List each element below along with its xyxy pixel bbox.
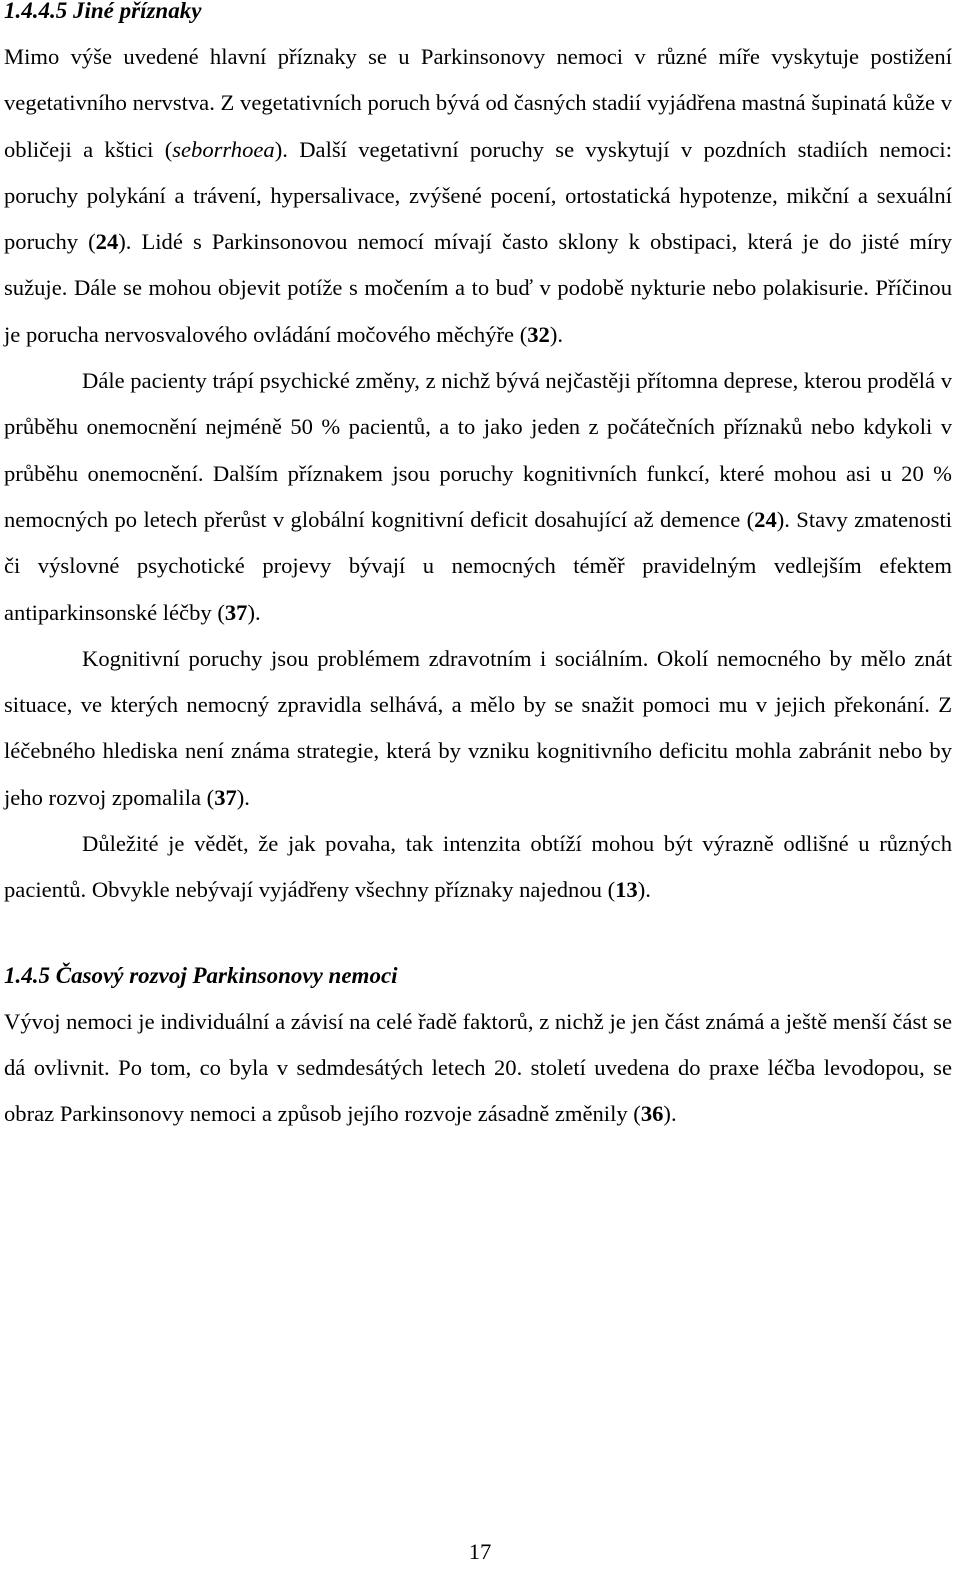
paragraph-text: Důležité je vědět, že jak povaha, tak intenzita obtíží mohou být výrazně odlišné u různých pacientů. Obvykle nebývají vyjádřeny všechny příznaky najednou ( — [4, 831, 952, 903]
document-page — [4, 0, 952, 1138]
citation-reference: 36 — [640, 1101, 664, 1127]
paragraph-text: ). Další vegetativní poruchy se vyskytují v pozdních stadiích nemoci: poruchy polykání a trávení, hypersalivace, zvýšené pocení, ortostatická hypotenze, mikční a sexuální poruchy ( — [4, 136, 952, 255]
paragraph-text: Dále pacienty trápí psychické změny, z nichž bývá nejčastěji přítomna deprese, kterou prodělá v průběhu onemocnění nejméně 50 % pacientů, a to jako jeden z počátečních příznaků nebo kdykoli v průběhu onemocnění. Dalším příznakem jsou poruchy kognitivních funkcí, které mohou asi u 20 % nemocných po letech přerůst v globální kognitivní deficit dosahující až demence ( — [4, 368, 952, 532]
paragraph-cognitive-disorders — [4, 636, 952, 821]
citation-reference: 32 — [527, 321, 550, 347]
paragraph-disease-progression — [4, 999, 952, 1138]
paragraph-text: ). — [637, 877, 651, 903]
section-heading-casovy-rozvoj: 1.4.5 Časový rozvoj Parkinsonovy nemoci — [4, 962, 398, 988]
citation-reference: 37 — [214, 784, 237, 810]
paragraph-text: Vývoj nemoci je individuální a závisí na celé řadě faktorů, z nichž je jen část známá a ještě menší část se dá ovlivnit. Po tom, co byla v sedmdesátých letech 20. století uvedena do praxe léčba levodopou, se obraz Parkinsonovy nemoci a způsob jejího rozvoje zásadně změnily ( — [4, 1008, 952, 1127]
paragraph-text: ). — [663, 1101, 677, 1127]
citation-reference: 24 — [95, 229, 119, 255]
page-number: 17 — [468, 1539, 492, 1564]
paragraph-symptom-variability — [4, 821, 952, 914]
paragraph-vegetative-symptoms — [4, 34, 952, 358]
citation-reference: 37 — [224, 599, 248, 625]
paragraph-text: ). — [236, 784, 250, 810]
paragraph-text: ). — [549, 321, 564, 347]
paragraph-text: Mimo výše uvedené hlavní příznaky se u Parkinsonovy nemoci v různé míře vyskytuje postižení vegetativního nervstva. Z vegetativních poruch bývá od časných stadií vyjádřena mastná šupinatá kůže v obličeji a kštici ( — [4, 44, 952, 162]
citation-reference: 24 — [754, 506, 777, 532]
latin-term: seborrhoea — [172, 136, 275, 162]
paragraph-psychic-changes — [4, 358, 952, 636]
citation-reference: 13 — [615, 877, 638, 903]
paragraph-text: ). Lidé s Parkinsonovou nemocí mívají často sklony k obstipaci, která je do jisté míry sužuje. Dále se mohou objevit potíže s močením a to buď v podobě nykturie nebo polakisurie. Příčinou je porucha nervosvalového ovládání močového měchýře ( — [4, 229, 952, 347]
paragraph-text: ). Stavy zmatenosti či výslovné psychotické projevy bývají u nemocných téměř pravidelným vedlejším efektem antiparkinsonské léčby ( — [4, 506, 953, 625]
paragraph-text: ). — [247, 599, 261, 625]
paragraph-text: Kognitivní poruchy jsou problémem zdravotním i sociálním. Okolí nemocného by mělo znát situace, ve kterých nemocný zpravidla selhává, a mělo by se snažit pomoci mu v jejich překonání. Z léčebného hlediska není známa strategie, která by vzniku kognitivního deficitu mohla zabránit nebo by jeho rozvoj zpomalila ( — [4, 645, 952, 810]
section-heading-jine-priznaky: 1.4.4.5 Jiné příznaky — [4, 0, 202, 23]
